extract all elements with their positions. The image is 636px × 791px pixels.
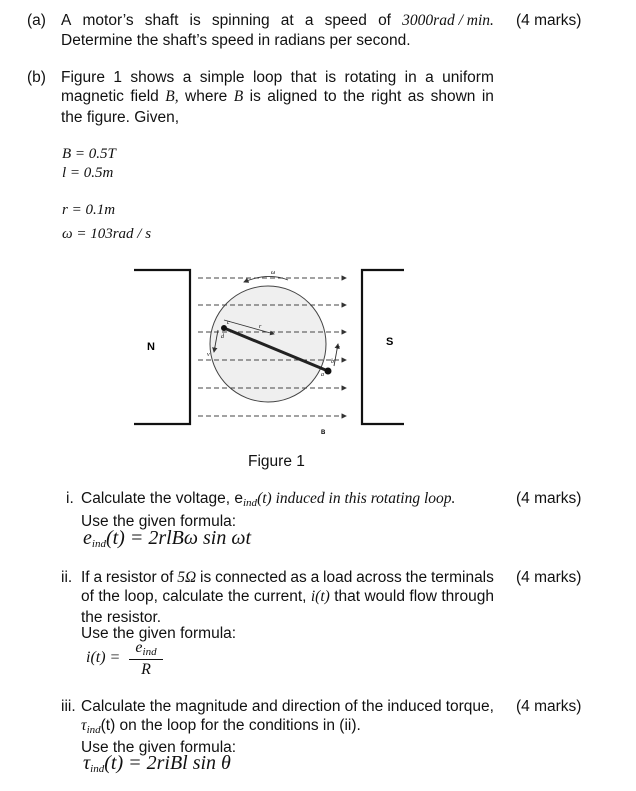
pole-s-label: S — [386, 336, 394, 348]
velocity-left-label: v — [207, 352, 210, 358]
part-a-label: (a) — [27, 12, 46, 29]
word: is — [324, 69, 337, 86]
word: field — [130, 88, 159, 105]
word: load — [323, 569, 353, 586]
part-b-label: (b) — [27, 69, 46, 86]
word: through — [441, 588, 494, 605]
word: of — [81, 588, 94, 605]
radius-label: r — [259, 324, 262, 330]
word: a — [93, 569, 103, 586]
point-a-label: a — [321, 372, 324, 378]
word: 5Ω — [177, 569, 197, 586]
field-b-label: B — [321, 430, 326, 436]
word: right — [371, 88, 402, 105]
given-b: B = 0.5T — [62, 146, 116, 162]
word: a — [310, 569, 320, 586]
word: direction — [281, 698, 341, 715]
word: a — [304, 12, 314, 29]
loop-end-ab — [325, 368, 332, 375]
q2-formula-lhs: i(t) = — [86, 649, 121, 666]
part-b-line-3: the figure. Given, — [61, 109, 180, 126]
word: across — [356, 569, 402, 586]
q1-use-formula: Use the given formula: — [81, 513, 237, 530]
word: magnitude — [175, 698, 248, 715]
word: that — [334, 588, 361, 605]
given-omega: ω = 103rad / s — [62, 226, 152, 242]
q2-use-formula: Use the given formula: — [81, 625, 237, 642]
north-pole-magnet — [134, 270, 190, 424]
q3-marks: (4 marks) — [516, 698, 582, 715]
word: speed — [324, 12, 367, 29]
word: in — [404, 69, 417, 86]
word: as — [407, 88, 425, 105]
q1-formula: $e_{ind}(t) = 2rlB\omega$ sin ωt — [83, 527, 252, 550]
word: torque, — [445, 698, 494, 715]
word: A — [61, 12, 72, 29]
word: as — [290, 569, 307, 586]
word: is — [200, 569, 212, 586]
word: shown — [430, 88, 476, 105]
figure-1-diagram — [128, 262, 408, 442]
q3-label: iii. — [61, 698, 76, 715]
part-b-line-2 — [61, 87, 494, 107]
omega-label: ω — [271, 270, 276, 276]
word: of — [160, 569, 174, 586]
q2-line-1 — [81, 568, 494, 588]
word: aligned — [267, 88, 318, 105]
word: connected — [215, 569, 287, 586]
word: of — [378, 12, 391, 29]
figure-caption: Figure 1 — [248, 453, 305, 470]
south-pole-magnet — [362, 270, 404, 424]
word: shaft — [144, 12, 179, 29]
part-b-line-1 — [61, 68, 494, 88]
word: If — [81, 569, 90, 586]
word: loop — [252, 69, 283, 86]
word: spinning — [211, 12, 270, 29]
word: and — [251, 698, 278, 715]
word: at — [280, 12, 294, 29]
point-d-label: d — [221, 334, 224, 340]
word: in — [481, 88, 494, 105]
word: 1 — [113, 69, 122, 86]
word: motor’s — [82, 12, 134, 29]
part-a-line-1 — [61, 11, 494, 31]
word: i(t) — [310, 588, 330, 605]
q2-formula-denominator: R — [141, 661, 151, 678]
point-b-label: b — [331, 359, 334, 365]
word: resistor — [105, 569, 157, 586]
q3-formula: $\tau_{ind}(t)$ = 2riBl sin θ — [83, 752, 231, 775]
word: the — [98, 588, 120, 605]
word: current, — [253, 588, 307, 605]
pole-n-label: N — [147, 341, 155, 353]
word: Calculate — [81, 698, 146, 715]
word: that — [290, 69, 317, 86]
part-a-marks: (4 marks) — [516, 12, 582, 29]
q2-marks: (4 marks) — [516, 569, 582, 586]
word: loop, — [124, 588, 158, 605]
word: the — [405, 569, 428, 586]
word: to — [323, 88, 337, 105]
word: B — [233, 88, 244, 105]
velocity-right-label: v — [337, 345, 340, 351]
q1-marks: (4 marks) — [516, 490, 582, 507]
q2-fraction-bar — [129, 659, 163, 660]
rotation-arrow — [244, 276, 288, 282]
word: B, — [165, 88, 179, 105]
word: shows — [130, 69, 175, 86]
word: is — [189, 12, 201, 29]
q2-line-3: the resistor. — [81, 609, 162, 626]
word: flow — [409, 588, 437, 605]
q2-line-2 — [81, 587, 494, 607]
word: the — [227, 588, 250, 605]
word: would — [364, 588, 405, 605]
word: of — [344, 698, 358, 715]
rotating-loop-circle — [210, 286, 326, 402]
q1-label: i. — [66, 490, 74, 507]
word: is — [249, 88, 261, 105]
given-l: l = 0.5m — [62, 165, 114, 181]
word: magnetic — [61, 88, 124, 105]
q1-text: Calculate the voltage, $e_{ind}(t)$ induced in this rotating loop. — [81, 490, 456, 509]
word: a — [425, 69, 434, 86]
word: uniform — [442, 69, 494, 86]
word: the — [361, 698, 384, 715]
word: calculate — [162, 588, 224, 605]
word: the — [343, 88, 365, 105]
part-a-line-2: Determine the shaft’s speed in radians per second. — [61, 32, 411, 49]
q3-line-1 — [81, 697, 494, 717]
word: simple — [199, 69, 245, 86]
point-c-label: c — [227, 320, 230, 326]
word: induced — [387, 698, 442, 715]
q2-label: ii. — [61, 569, 73, 586]
q3-line-2: $\tau_{ind}(t)$ on the loop for the conditions in (ii). — [81, 717, 361, 736]
word: where — [185, 88, 228, 105]
word: Figure — [61, 69, 105, 86]
word: 3000rad / min. — [402, 12, 494, 29]
word: rotating — [344, 69, 397, 86]
q3-use-formula: Use the given formula: — [81, 739, 237, 756]
word: a — [182, 69, 192, 86]
q2-formula-numerator: $e_{ind}$ — [135, 639, 157, 658]
word: the — [149, 698, 172, 715]
word: terminals — [431, 569, 494, 586]
given-r: r = 0.1m — [62, 202, 116, 218]
